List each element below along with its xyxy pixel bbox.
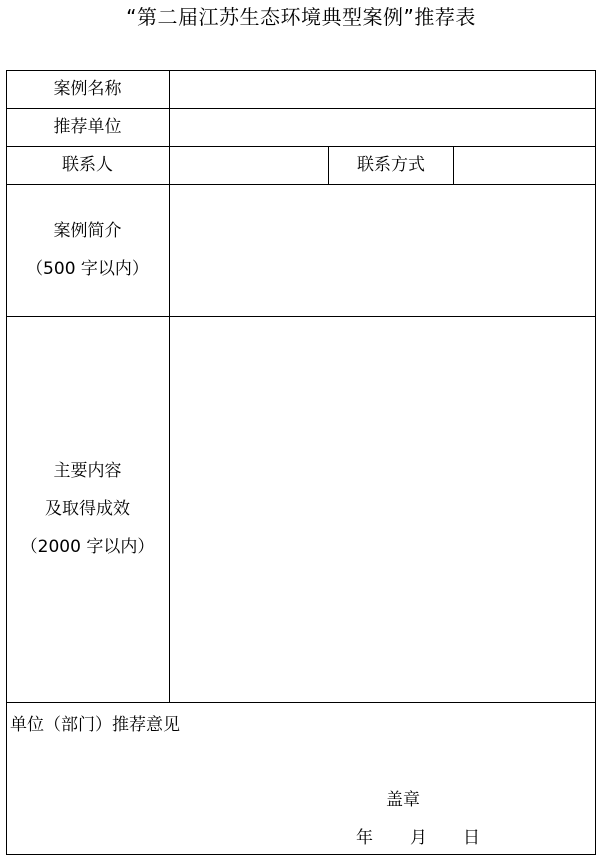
recommending-unit-field[interactable]: [170, 109, 595, 146]
form-title: “第二届江苏生态环境典型案例”推荐表: [126, 5, 476, 29]
case-summary-label: [6, 184, 169, 316]
date-day-label: 日: [463, 828, 480, 848]
table-border-right: [595, 70, 596, 855]
case-summary-label-line1: 案例简介: [53, 221, 122, 241]
main-content-label-line2: 及取得成效: [45, 499, 130, 519]
case-summary-label-line2: （500 字以内）: [26, 259, 149, 279]
main-content-label-line1: 主要内容: [53, 461, 122, 481]
case-name-field[interactable]: [170, 71, 595, 108]
case-summary-field[interactable]: [170, 185, 595, 316]
contact-info-field[interactable]: [454, 147, 595, 184]
contact-info-label: 联系方式: [357, 155, 425, 175]
recommendation-opinion-label: 单位（部门）推荐意见: [10, 715, 180, 735]
contact-person-field[interactable]: [170, 147, 328, 184]
main-content-field[interactable]: [170, 317, 595, 702]
contact-person-label: 联系人: [62, 155, 113, 175]
recommending-unit-label: 推荐单位: [53, 117, 122, 137]
seal-label: 盖章: [386, 790, 420, 810]
table-border-bottom: [6, 854, 596, 855]
date-month-label: 月: [410, 828, 427, 848]
case-name-label: 案例名称: [53, 79, 122, 99]
main-content-label: [6, 316, 169, 702]
row-divider-5: [6, 702, 596, 703]
date-year-label: 年: [356, 828, 373, 848]
main-content-label-line3: （2000 字以内）: [20, 537, 155, 557]
